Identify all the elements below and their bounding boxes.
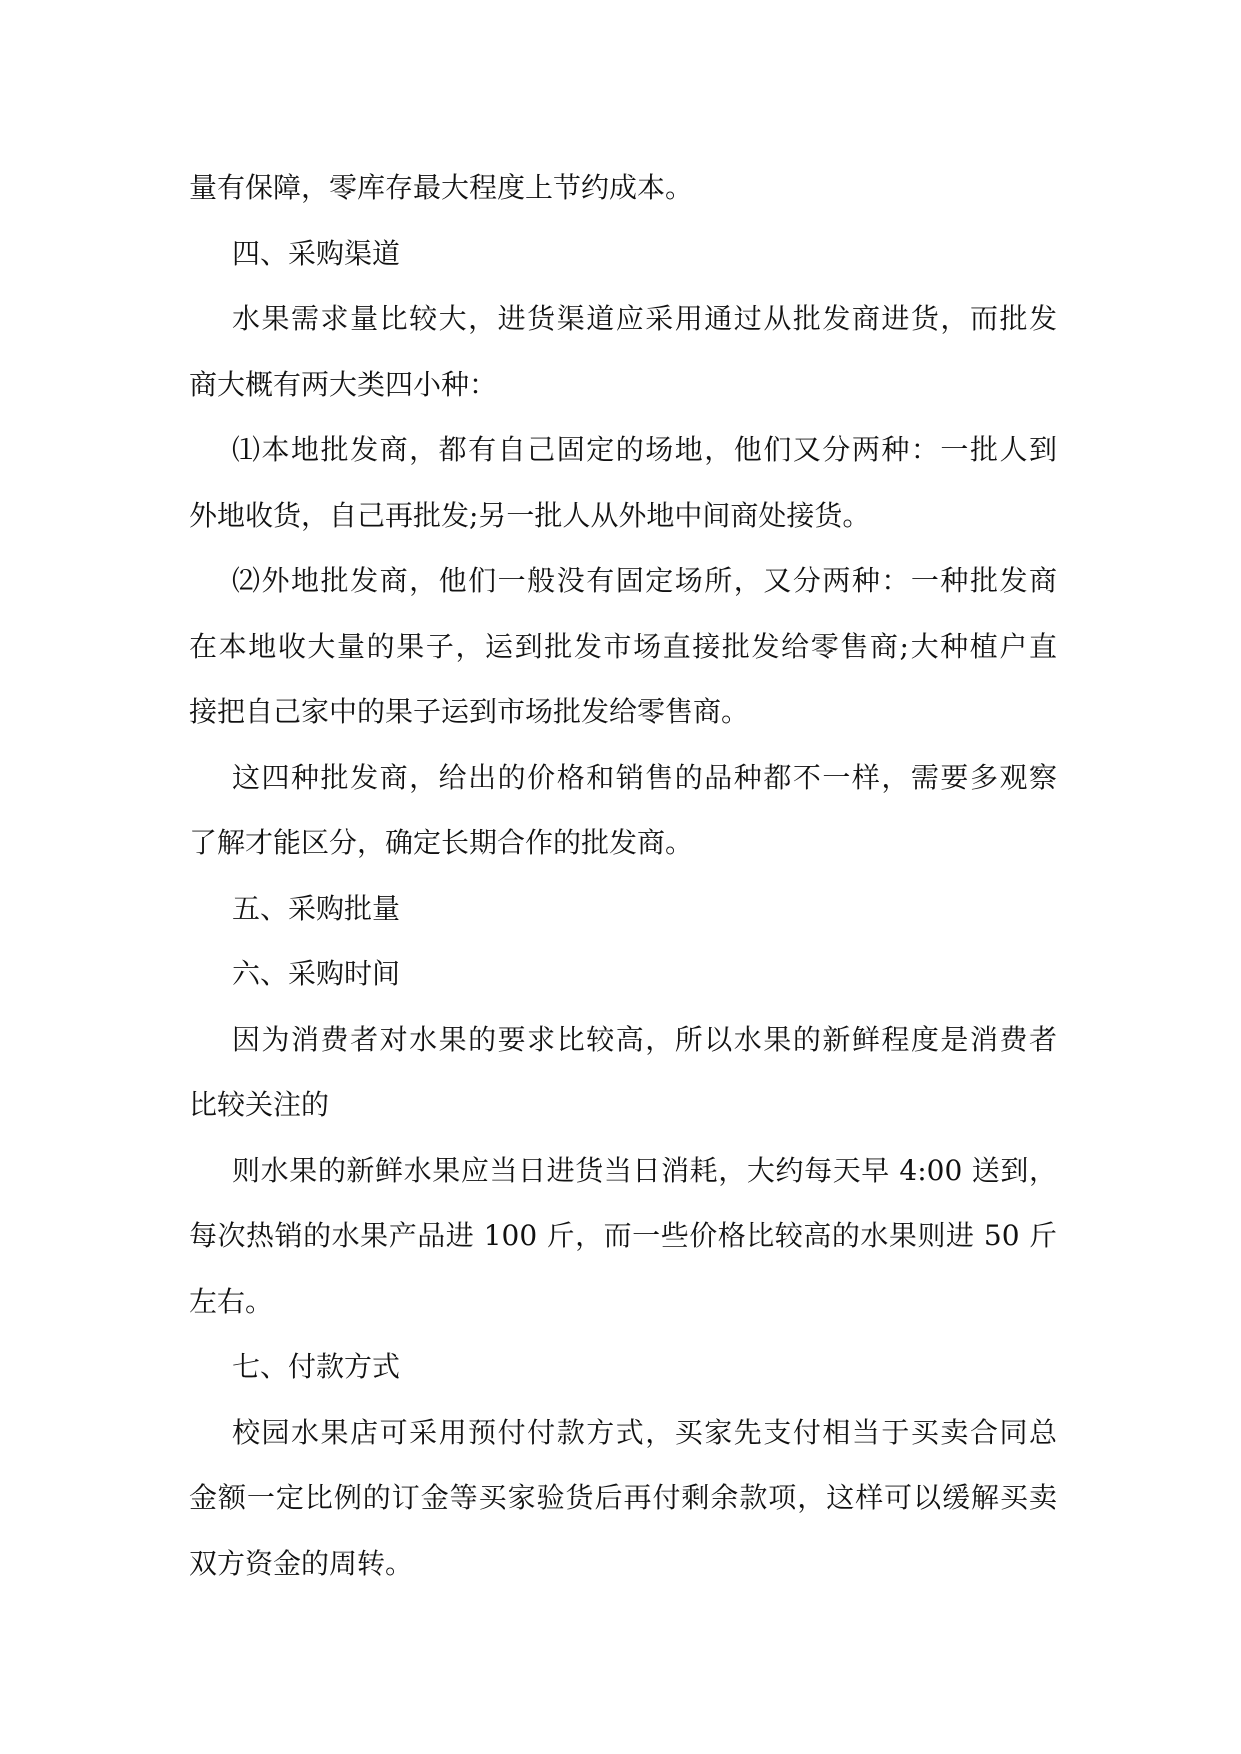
section-heading-payment-method: 七、付款方式	[232, 1350, 401, 1383]
list-item-outside-wholesaler: ⑵外地批发商，他们一般没有固定场所，又分两种：一种批发商	[232, 564, 1057, 597]
body-text-line: 量有保障，零库存最大程度上节约成本。	[189, 171, 694, 204]
paragraph-line: 每次热销的水果产品进 100 斤，而一些价格比较高的水果则进 50 斤	[189, 1219, 1057, 1252]
paragraph-line: 则水果的新鲜水果应当日进货当日消耗，大约每天早 4:00 送到，	[232, 1153, 1057, 1187]
paragraph-line: 了解才能区分，确定长期合作的批发商。	[189, 826, 694, 859]
section-heading-purchase-quantity: 五、采购批量	[232, 891, 401, 925]
paragraph-line: 比较关注的	[189, 1088, 330, 1121]
paragraph-line: 金额一定比例的订金等买家验货后再付剩余款项，这样可以缓解买卖	[189, 1481, 1057, 1514]
paragraph-line: 水果需求量比较大，进货渠道应采用通过从批发商进货，而批发	[232, 302, 1057, 335]
paragraph-line: 外地收货，自己再批发;另一批人从外地中间商处接货。	[189, 498, 871, 532]
paragraph-line: 校园水果店可采用预付付款方式，买家先支付相当于买卖合同总	[232, 1415, 1057, 1449]
section-heading-purchase-time: 六、采购时间	[232, 957, 401, 990]
paragraph-line: 左右。	[189, 1284, 274, 1318]
paragraph-line: 这四种批发商，给出的价格和销售的品种都不一样，需要多观察	[232, 760, 1057, 794]
paragraph-line: 接把自己家中的果子运到市场批发给零售商。	[189, 695, 750, 728]
paragraph-line: 双方资金的周转。	[189, 1546, 414, 1580]
document-page	[189, 155, 1057, 1596]
section-heading-purchase-channels: 四、采购渠道	[232, 236, 401, 270]
paragraph-line: 因为消费者对水果的要求比较高，所以水果的新鲜程度是消费者	[232, 1022, 1057, 1056]
paragraph-line: 商大概有两大类四小种：	[189, 367, 498, 401]
paragraph-line: 在本地收大量的果子，运到批发市场直接批发给零售商;大种植户直	[189, 629, 1057, 663]
list-item-local-wholesaler: ⑴本地批发商，都有自己固定的场地，他们又分两种：一批人到	[232, 433, 1057, 466]
